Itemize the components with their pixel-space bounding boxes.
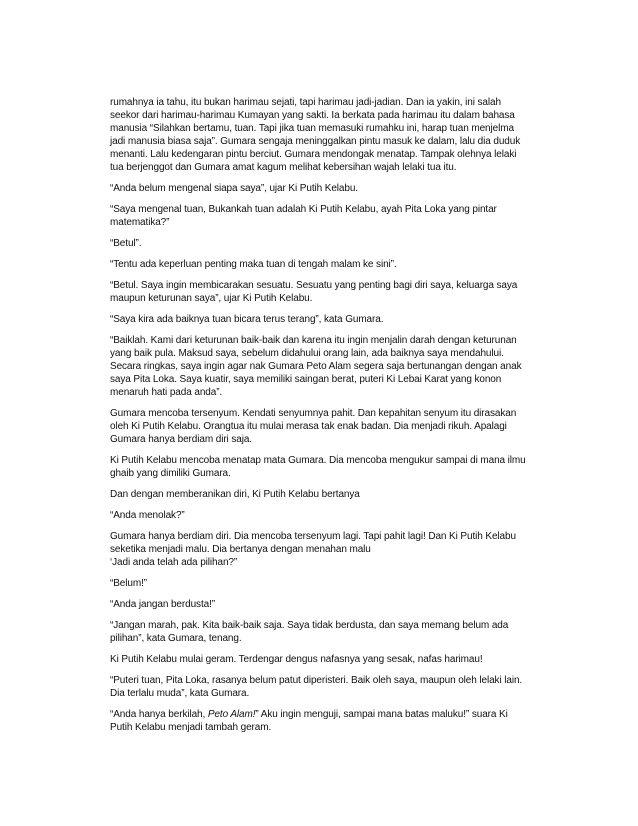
paragraph xyxy=(110,203,535,229)
text-line: Dia terlalu muda”, kata Gumara. xyxy=(110,688,250,699)
text-line: “Jangan marah, pak. Kita baik-baik saja. Saya tidak berdusta, dan saya memang belum ada xyxy=(110,620,509,631)
paragraph xyxy=(110,237,535,250)
text-line: “Anda belum mengenal siapa saya”, ujar Ki Putih Kelabu. xyxy=(110,183,358,194)
text-line: Gumara mencoba tersenyum. Kendati senyumnya pahit. Dan kepahitan senyum itu dirasakan xyxy=(110,408,517,419)
text-line: ‘Jadi anda telah ada pilihan?” xyxy=(110,557,238,568)
paragraph xyxy=(110,407,535,446)
text-line: “Anda menolak?” xyxy=(110,510,185,521)
paragraph xyxy=(110,674,535,700)
text-line: Secara ringkas, saya ingin agar nak Gumara Peto Alam segera saja bertunangan dengan anak xyxy=(110,361,522,372)
text-line xyxy=(110,721,535,734)
paragraph xyxy=(110,530,535,569)
text-line: “Anda jangan berdusta!” xyxy=(110,599,215,610)
text-line: ghaib yang dimiliki Gumara. xyxy=(110,468,231,479)
paragraph xyxy=(110,577,535,590)
text-line: “Baiklah. Kami dari keturunan baik-baik dan karena itu ingin menjalin darah dengan keturunan xyxy=(110,335,517,346)
text-line: menaruh hati pada anda”. xyxy=(110,387,223,398)
text-line: “Puteri tuan, Pita Loka, rasanya belum patut diperisteri. Baik oleh saya, maupun oleh lelaki lain. xyxy=(110,675,523,686)
text-line: maupun keturunan saya”, ujar Ki Putih Kelabu. xyxy=(110,293,313,304)
paragraph xyxy=(110,96,535,174)
text-line: Ki Putih Kelabu mencoba menatap mata Gumara. Dia mencoba mengukur sampai di mana ilmu xyxy=(110,455,526,466)
text-line: Gumara hanya berdiam diri saja. xyxy=(110,434,252,445)
text-line: jadi manusia biasa saja”. Gumara sengaja meninggalkan pintu masuk ke dalam, lalu dia duduk xyxy=(110,136,521,147)
document-page xyxy=(110,96,535,742)
paragraph xyxy=(110,454,535,480)
text-segment: “Anda hanya berkilah, xyxy=(110,709,208,720)
paragraph xyxy=(110,334,535,399)
paragraph xyxy=(110,279,535,305)
text-line: tua berjenggot dan Gumara amat kagum melihat kebersihan wajah lelaki tua itu. xyxy=(110,162,457,173)
paragraph xyxy=(110,182,535,195)
paragraph xyxy=(110,598,535,611)
text-line: menanti. Lalu kedengaran pintu berciut. Gumara mendongak menatap. Tampak olehnya lelaki xyxy=(110,149,517,160)
paragraph xyxy=(110,509,535,522)
text-line: manusia “Silahkan bertamu, tuan. Tapi jika tuan memasuki rumahku ini, harap tuan menjelma xyxy=(110,123,514,134)
paragraph xyxy=(110,653,535,666)
italic-name: Peto Alam! xyxy=(207,709,256,720)
text-line: rumahnya ia tahu, itu bukan harimau sejati, tapi harimau jadi-jadian. Dan ia yakin, ini salah xyxy=(110,97,501,108)
text-line: “Betul”. xyxy=(110,238,142,249)
text-line xyxy=(110,708,535,721)
text-line: “Tentu ada keperluan penting maka tuan di tengah malam ke sini”. xyxy=(110,259,397,270)
paragraph xyxy=(110,488,535,501)
text-line: “Betul. Saya ingin membicarakan sesuatu. Sesuatu yang penting bagi diri saya, keluarga saya xyxy=(110,280,518,291)
paragraph xyxy=(110,258,535,271)
text-line: saya Pita Loka. Saya kuatir, saya memiliki saingan berat, puteri Ki Lebai Karat yang konon xyxy=(110,374,502,385)
text-segment: Putih Kelabu menjadi tambah geram. xyxy=(110,722,272,733)
text-line: matematika?” xyxy=(110,217,170,228)
paragraph xyxy=(110,619,535,645)
text-line: seekor dari harimau-harimau Kumayan yang sakti. Ia berkata pada harimau itu dalam bahasa xyxy=(110,110,515,121)
text-line: pilihan”, kata Gumara, tenang. xyxy=(110,633,242,644)
text-line: Gumara hanya berdiam diri. Dia mencoba tersenyum lagi. Tapi pahit lagi! Dan Ki Putih Kelabu xyxy=(110,531,516,542)
text-line: yang baik pula. Maksud saya, sebelum didahului orang lain, ada baiknya saya mendahului. xyxy=(110,348,504,359)
paragraph xyxy=(110,313,535,326)
text-line: Ki Putih Kelabu mulai geram. Terdengar dengus nafasnya yang sesak, nafas harimau! xyxy=(110,654,483,665)
paragraph xyxy=(110,708,535,734)
text-line: “Saya kira ada baiknya tuan bicara terus terang”, kata Gumara. xyxy=(110,314,384,325)
text-line: seketika menjadi malu. Dia bertanya dengan menahan malu xyxy=(110,544,371,555)
text-line: Dan dengan memberanikan diri, Ki Putih Kelabu bertanya xyxy=(110,489,360,500)
text-segment: ” Aku ingin menguji, sampai mana batas maluku!” suara Ki xyxy=(255,709,508,720)
text-line: oleh Ki Putih Kelabu. Orangtua itu mulai merasa tak enak badan. Dia menjadi rikuh. Apalagi xyxy=(110,421,507,432)
text-line: “Belum!” xyxy=(110,578,147,589)
text-line: “Saya mengenal tuan, Bukankah tuan adalah Ki Putih Kelabu, ayah Pita Loka yang pintar xyxy=(110,204,497,215)
